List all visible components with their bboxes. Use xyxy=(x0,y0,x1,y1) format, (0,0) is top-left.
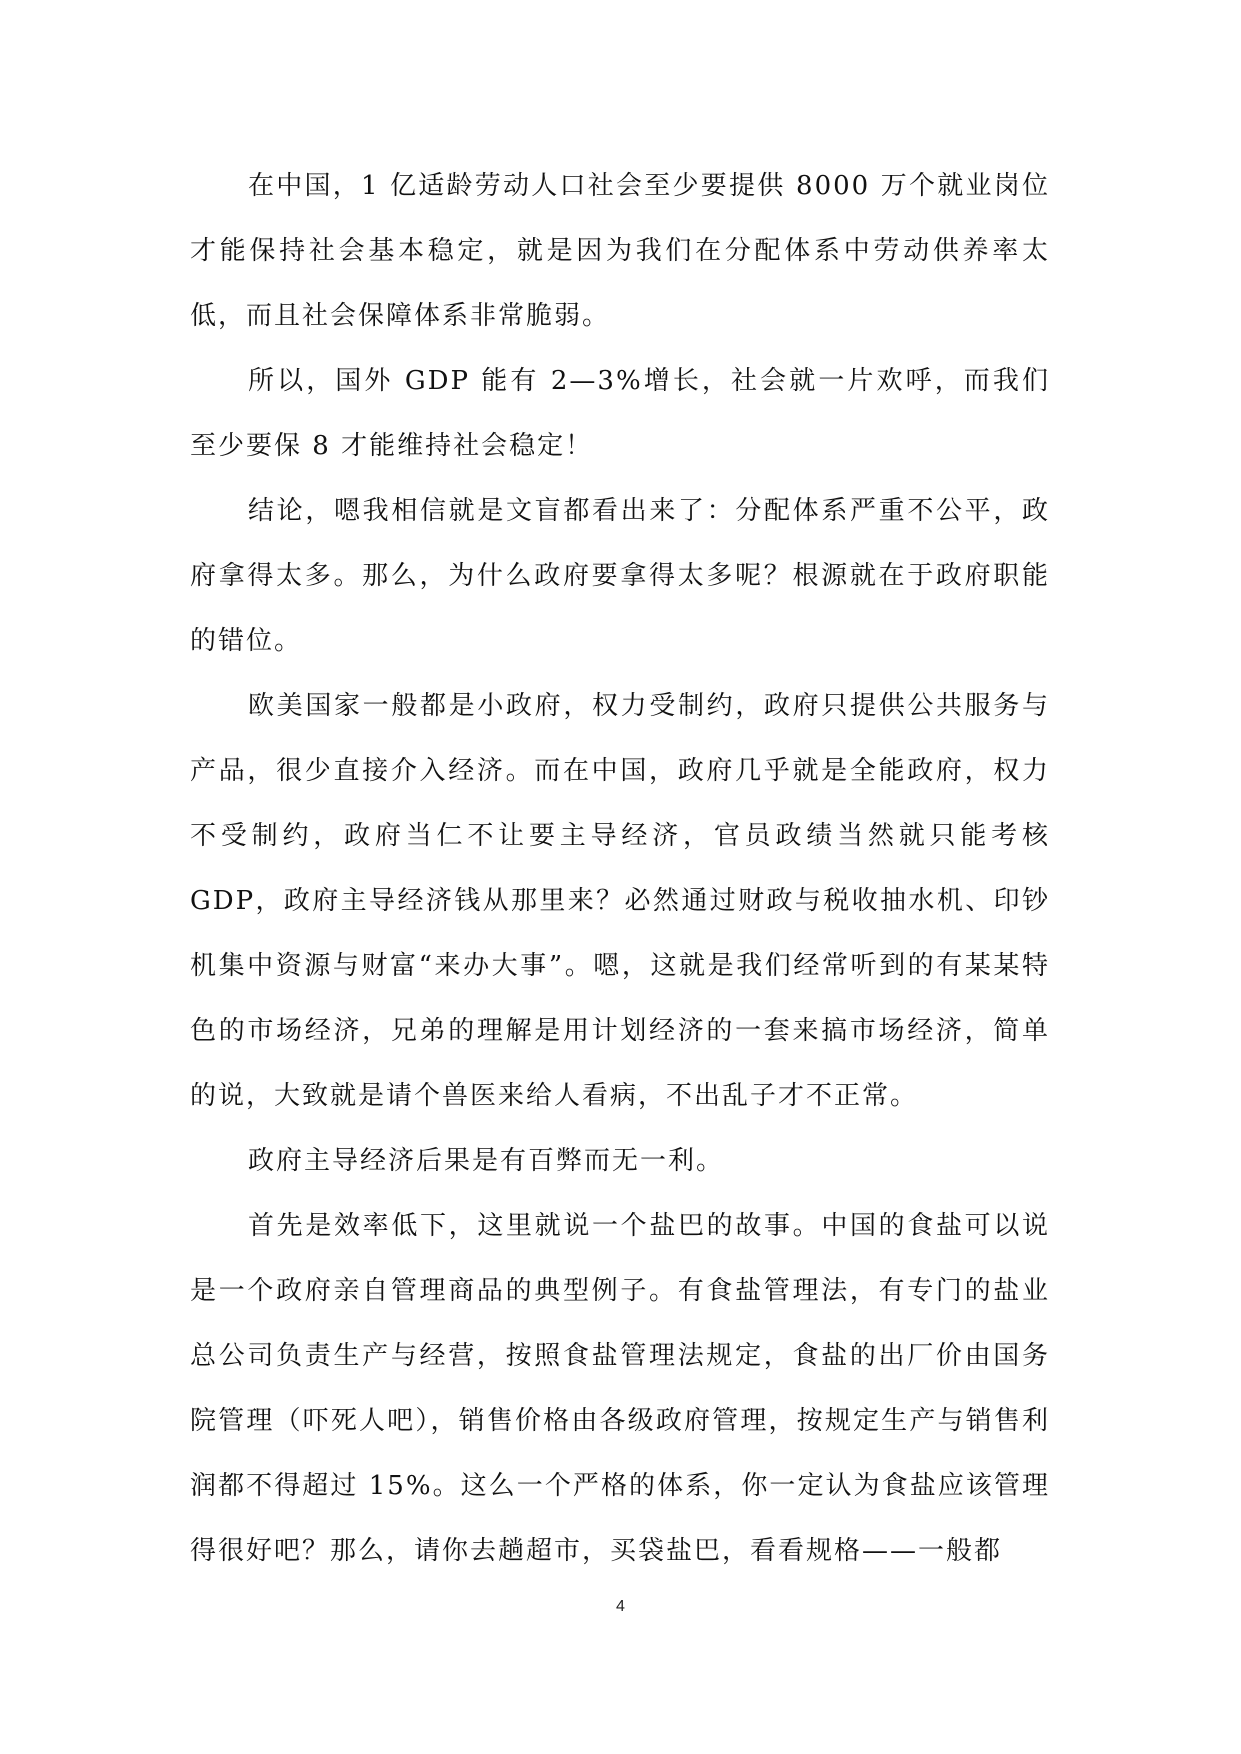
paragraph-salt-story: 首先是效率低下，这里就说一个盐巴的故事。中国的食盐可以说是一个政府亲自管理商品的典型例子。有食盐管理法，有专门的盐业总公司负责生产与经营，按照食盐管理法规定，食盐的出厂价由国务院管理（吓死人吧），销售价格由各级政府管理，按规定生产与销售利润都不得超过 15%。这么一个严格的体系，你一定认为食盐应该管理得很好吧？那么，请你去趟超市，买袋盐巴，看看规格——一般都 xyxy=(190,1211,1050,1566)
body-text xyxy=(190,154,1050,1584)
paragraph-consequences: 政府主导经济后果是有百弊而无一利。 xyxy=(248,1146,725,1176)
paragraph-employment: 在中国，1 亿适龄劳动人口社会至少要提供 8000 万个就业岗位才能保持社会基本稳定，就是因为我们在分配体系中劳动供养率太低，而且社会保障体系非常脆弱。 xyxy=(190,171,1050,331)
page-number: 4 xyxy=(616,1598,625,1615)
paragraph-conclusion: 结论，嗯我相信就是文盲都看出来了：分配体系严重不公平，政府拿得太多。那么，为什么政府要拿得太多呢？根源就在于政府职能的错位。 xyxy=(190,496,1050,656)
paragraph-government-role: 欧美国家一般都是小政府，权力受制约，政府只提供公共服务与产品，很少直接介入经济。而在中国，政府几乎就是全能政府，权力不受制约，政府当仁不让要主导经济，官员政绩当然就只能考核 GDP，政府主导经济钱从那里来？必然通过财政与税收抽水机、印钞机集中资源与财富“来办大事”。嗯，这就是我们经常听到的有某某特色的市场经济，兄弟的理解是用计划经济的一套来搞市场经济，简单的说，大致就是请个兽医来给人看病，不出乱子才不正常。 xyxy=(190,691,1050,1111)
paragraph-gdp-growth: 所以，国外 GDP 能有 2—3%增长，社会就一片欢呼，而我们至少要保 8 才能维持社会稳定！ xyxy=(190,366,1050,461)
